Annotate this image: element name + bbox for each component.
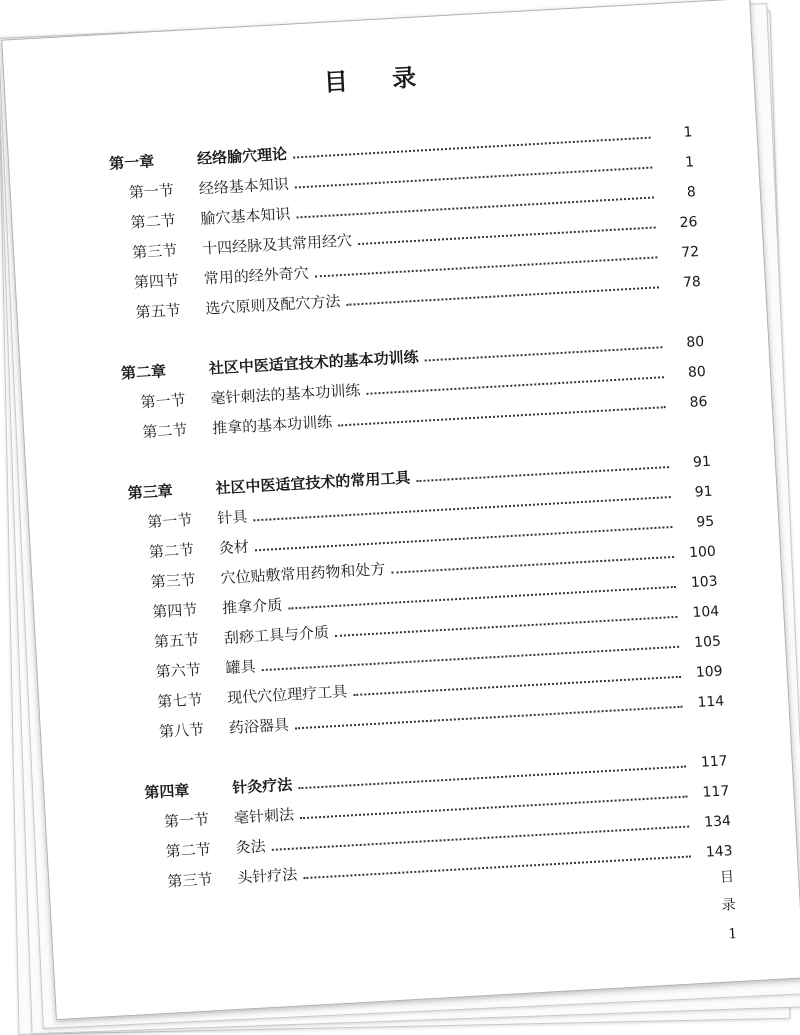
section-number: 第二节 xyxy=(165,840,212,861)
section-label xyxy=(157,680,348,712)
section-page-number: 143 xyxy=(705,843,734,861)
section-label xyxy=(158,714,289,742)
chapter-number: 第一章 xyxy=(108,152,155,173)
leader-dots xyxy=(425,345,663,361)
section-page-number: 80 xyxy=(687,363,707,381)
section-page-number: 86 xyxy=(689,393,708,411)
section-page-number: 117 xyxy=(702,783,730,801)
section-label xyxy=(165,835,266,862)
chapter-label xyxy=(144,774,293,803)
section-number: 第四节 xyxy=(133,271,180,292)
section-number: 第五节 xyxy=(153,630,200,652)
chapter-title: 经络腧穴理论 xyxy=(196,144,288,168)
section-title: 腧穴基本知识 xyxy=(199,204,291,228)
section-number: 第八节 xyxy=(158,720,205,741)
chapter-label xyxy=(109,143,288,174)
side-label: 目 录 xyxy=(719,869,737,914)
section-page-number: 103 xyxy=(690,573,718,592)
section-page-number: 134 xyxy=(703,813,732,831)
section-label xyxy=(167,863,298,891)
chapter-page-number: 80 xyxy=(685,333,705,351)
section-page-number: 8 xyxy=(686,184,697,201)
section-label xyxy=(128,173,289,203)
section-page-number: 105 xyxy=(693,633,722,651)
section-title: 现代穴位理疗工具 xyxy=(226,682,348,708)
page-title: 目 录 xyxy=(323,61,435,97)
chapter-page-number: 117 xyxy=(700,753,729,771)
section-title: 选穴原则及配穴方法 xyxy=(205,292,341,318)
chapter-page-number: 1 xyxy=(683,124,693,141)
section-title: 经络基本知识 xyxy=(198,174,290,198)
section-page-number: 114 xyxy=(697,693,725,711)
section-number: 第二节 xyxy=(141,420,188,442)
section-page-number: 78 xyxy=(682,274,702,292)
leader-dots xyxy=(416,465,669,482)
section-page-number: 1 xyxy=(684,154,695,171)
section-number: 第六节 xyxy=(155,660,202,682)
toc-page xyxy=(1,0,800,1020)
section-page-number: 72 xyxy=(680,244,700,262)
leader-dots xyxy=(303,854,691,879)
side-page-number: 1 xyxy=(727,926,738,943)
leader-dots xyxy=(338,405,666,426)
section-label xyxy=(142,411,333,443)
section-number: 第四节 xyxy=(151,600,198,622)
section-number: 第一节 xyxy=(146,510,193,532)
leader-dots xyxy=(366,375,664,395)
section-label xyxy=(147,506,248,533)
section-page-number: 95 xyxy=(695,513,715,531)
section-page-number: 104 xyxy=(692,603,720,621)
section-number: 第三节 xyxy=(131,241,178,262)
leader-dots xyxy=(346,285,659,305)
section-label xyxy=(148,536,249,563)
section-title: 灸法 xyxy=(235,837,267,857)
section-page-number: 91 xyxy=(694,483,713,501)
chapter-page-number: 91 xyxy=(692,453,712,471)
section-label xyxy=(152,594,283,622)
leader-dots xyxy=(295,705,683,730)
section-label xyxy=(163,804,294,832)
section-number: 第五节 xyxy=(135,301,182,322)
section-page-number: 26 xyxy=(679,214,698,232)
section-title: 推拿介质 xyxy=(221,595,283,618)
section-title: 刮痧工具与介质 xyxy=(223,623,330,648)
section-title: 推拿的基本功训练 xyxy=(211,412,333,438)
section-number: 第七节 xyxy=(156,690,203,711)
leader-dots xyxy=(353,675,681,696)
section-title: 头针疗法 xyxy=(236,865,298,887)
section-title: 十四经脉及其常用经穴 xyxy=(201,231,353,258)
section-title: 灸材 xyxy=(218,537,250,558)
section-title: 毫针刺法的基本功训练 xyxy=(210,381,361,408)
section-page-number: 100 xyxy=(688,543,717,562)
leader-dots xyxy=(358,225,656,245)
section-number: 第二节 xyxy=(148,540,195,562)
section-title: 毫针刺法 xyxy=(233,805,295,827)
section-number: 第二节 xyxy=(130,211,177,232)
leader-dots xyxy=(335,615,678,637)
chapter-title: 社区中医适宜技术的常用工具 xyxy=(215,468,411,498)
section-label xyxy=(153,621,329,652)
section-label xyxy=(130,203,291,233)
section-title: 针具 xyxy=(216,507,248,528)
section-number: 第一节 xyxy=(163,810,210,831)
chapter-number: 第二章 xyxy=(120,362,167,383)
section-label xyxy=(155,655,256,682)
section-title: 穴位贴敷常用药物和处方 xyxy=(220,560,386,588)
leader-dots xyxy=(315,255,658,277)
section-title: 罐具 xyxy=(225,657,257,678)
section-number: 第一节 xyxy=(128,181,175,202)
section-label xyxy=(140,379,361,412)
section-label xyxy=(133,262,309,293)
chapter-label xyxy=(127,467,411,504)
section-number: 第三节 xyxy=(150,570,197,592)
section-number: 第三节 xyxy=(166,870,213,891)
section-label xyxy=(135,290,341,322)
section-title: 常用的经外奇穴 xyxy=(203,263,310,288)
section-label xyxy=(132,229,353,262)
chapter-number: 第三章 xyxy=(127,481,174,503)
chapter-number: 第四章 xyxy=(143,781,190,802)
chapter-title: 针灸疗法 xyxy=(231,775,293,797)
section-number: 第一节 xyxy=(140,390,187,412)
section-title: 药浴器具 xyxy=(228,715,290,738)
section-label xyxy=(150,558,386,592)
chapter-title: 社区中医适宜技术的基本功训练 xyxy=(208,347,420,378)
section-page-number: 109 xyxy=(695,663,724,681)
leader-dots xyxy=(391,555,674,574)
